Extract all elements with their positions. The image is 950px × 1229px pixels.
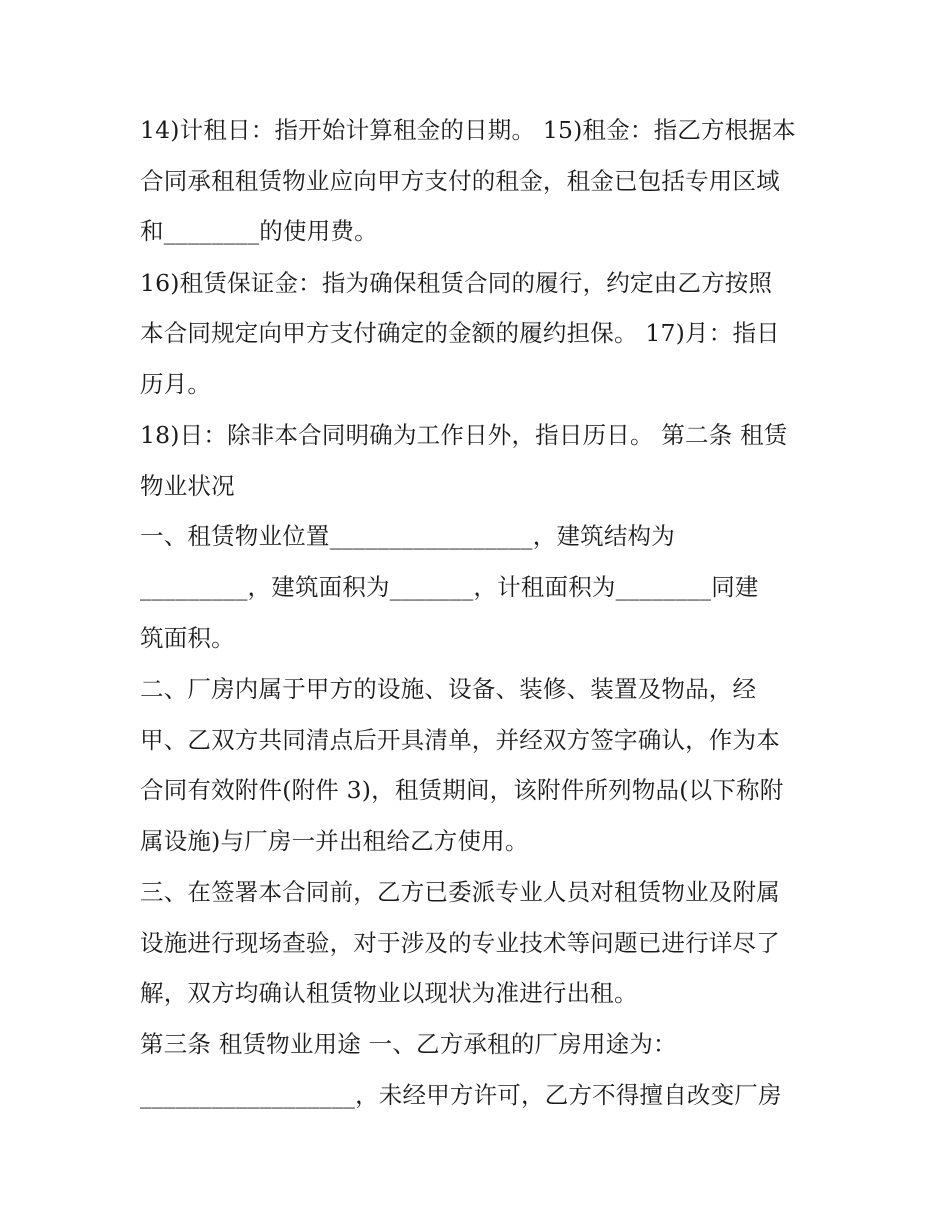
text-line: 合同有效附件(附件 3)，租赁期间，该附件所列物品(以下称附 [140,776,784,804]
text-line: 16)租赁保证金：指为确保租赁合同的履行，约定由乙方按照 [140,269,773,297]
text-line: 设施进行现场查验，对于涉及的专业技术等问题已进行详尽了 [140,929,780,957]
text-line: 14)计租日：指开始计算租金的日期。 15)租金：指乙方根据本 [140,116,796,144]
text-line: 三、在签署本合同前，乙方已委派专业人员对租赁物业及附属 [140,878,780,906]
text-line: _________，建筑面积为_______，计租面积为________同建 [140,573,759,601]
text-line: __________________，未经甲方许可，乙方不得擅自改变厂房 [140,1081,782,1109]
text-line: 合同承租租赁物业应向甲方支付的租金，租金已包括专用区域 [140,167,780,195]
text-line: 一、租赁物业位置_________________，建筑结构为 [140,522,675,550]
text-line: 第三条 租赁物业用途 一、乙方承租的厂房用途为： [140,1030,677,1058]
text-line: 历月。 [140,370,212,398]
text-line: 筑面积。 [140,624,235,652]
text-line: 18)日：除非本合同明确为工作日外，指日历日。 第二条 租赁 [140,421,788,449]
text-line: 二、厂房内属于甲方的设施、设备、装修、装置及物品，经 [140,675,757,703]
text-line: 本合同规定向甲方支付确定的金额的履约担保。 17)月：指日 [140,319,780,347]
text-line: 甲、乙双方共同清点后开具清单，并经双方签字确认，作为本 [140,726,780,754]
text-line: 解，双方均确认租赁物业以现状为准进行出租。 [140,979,638,1007]
text-line: 和________的使用费。 [140,217,378,245]
text-line: 物业状况 [140,472,235,500]
text-line: 属设施)与厂房一并出租给乙方使用。 [140,827,529,855]
